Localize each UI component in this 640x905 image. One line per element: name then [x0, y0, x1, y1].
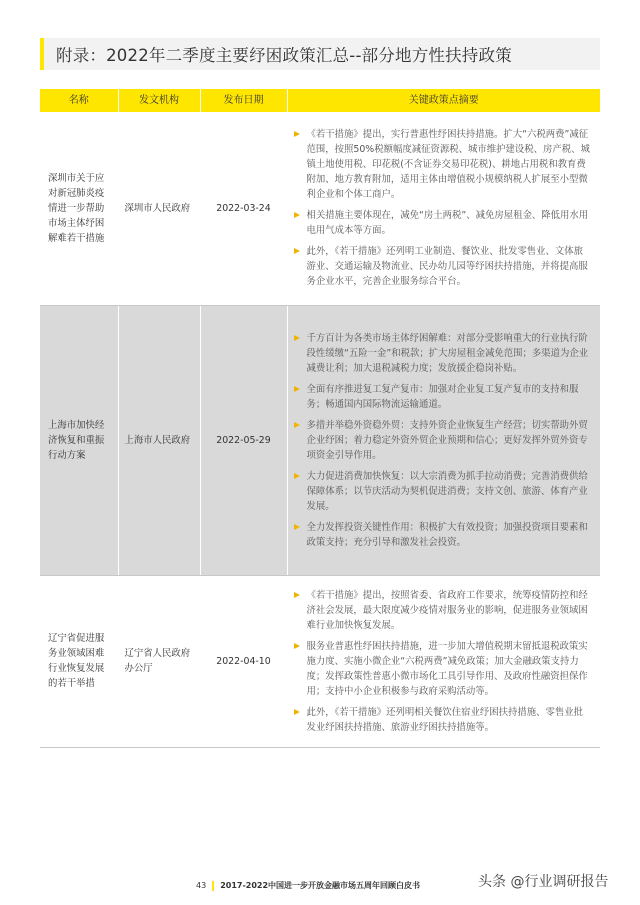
- publish-date: 2022-03-24: [200, 112, 287, 305]
- footer-separator: [212, 881, 214, 891]
- list-item: 此外，《若干措施》还列明工业制造、餐饮业、批发零售业、文体旅游业、交通运输及物流业、民办幼儿园等纾困扶持措施，并将提高服务企业水平，完善企业服务综合平台。: [294, 244, 593, 289]
- page-number: 43: [196, 881, 207, 890]
- list-item: 《若干措施》提出，实行普惠性纾困扶持措施。扩大“六税两费”减征范围，按照50%税额幅度减征资源税、城市维护建设税、房产税、城镇土地使用税、印花税(不含证券交易印花税)、耕地占用税和教育费附加、地方教育附加，适用主体由增值税小规模纳税人扩展至小型微利企业和个体工商户。: [294, 127, 593, 202]
- issuing-org: 深圳市人民政府: [118, 112, 200, 305]
- policy-name: 上海市加快经济恢复和重振行动方案: [40, 305, 118, 575]
- triangle-bullet-icon: [294, 335, 300, 341]
- table-row: [40, 305, 600, 575]
- publish-date: 2022-04-10: [200, 575, 287, 747]
- triangle-bullet-icon: [294, 212, 300, 218]
- triangle-bullet-icon: [294, 248, 300, 254]
- issuing-org: 辽宁省人民政府办公厅: [118, 575, 200, 747]
- list-item: 服务业普惠性纾困扶持措施，进一步加大增值税期末留抵退税政策实施力度、实施小微企业“六税两费”减免政策；加大金融政策支持力度；发挥政策性普惠小微市场化工具引导作用、及政府性融资担保作用；支持中小企业积极参与政府采购活动等。: [294, 639, 593, 699]
- footer-title: 2017-2022中国进一步开放金融市场五周年回顾白皮书: [220, 881, 421, 890]
- header-points: 关键政策点摘要: [287, 89, 600, 112]
- triangle-bullet-icon: [294, 473, 300, 479]
- header-name: 名称: [40, 89, 118, 112]
- publish-date: 2022-05-29: [200, 305, 287, 575]
- page-title-bar: [40, 38, 600, 70]
- policy-points: [287, 575, 600, 747]
- page-footer: [196, 880, 420, 891]
- triangle-bullet-icon: [294, 643, 300, 649]
- list-item: 千方百计为各类市场主体纾困解难：对部分受影响重大的行业执行阶段性缓缴“五险一金”和税款；扩大房屋租金减免范围；多渠道为企业减费让利；加大退税减税力度；发放援企稳岗补贴。: [294, 331, 593, 376]
- policy-points: [287, 112, 600, 305]
- header-date: 发布日期: [200, 89, 287, 112]
- policy-name: 辽宁省促进服务业领域困难行业恢复发展的若干举措: [40, 575, 118, 747]
- issuing-org: 上海市人民政府: [118, 305, 200, 575]
- table-header-row: [40, 89, 600, 112]
- table-row: [40, 575, 600, 747]
- title-accent-bar: [40, 38, 44, 70]
- policy-points: [287, 305, 600, 575]
- header-org: 发文机构: [118, 89, 200, 112]
- triangle-bullet-icon: [294, 386, 300, 392]
- triangle-bullet-icon: [294, 709, 300, 715]
- policy-table: [40, 89, 600, 748]
- list-item: 相关措施主要体现在，减免“房土两税”、减免房屋租金、降低用水用电用气成本等方面。: [294, 208, 593, 238]
- list-item: 此外，《若干措施》还列明相关餐饮住宿业纾困扶持措施、零售业批发业纾困扶持措施、旅游业纾困扶持措施等。: [294, 705, 593, 735]
- list-item: 全面有序推进复工复产复市：加强对企业复工复产复市的支持和服务；畅通国内国际物流运输通道。: [294, 382, 593, 412]
- triangle-bullet-icon: [294, 592, 300, 598]
- list-item: 多措并举稳外资稳外贸：支持外资企业恢复生产经营；切实帮助外贸企业纾困；着力稳定外资外贸企业预期和信心；更好发挥外贸外资专项资金引导作用。: [294, 418, 593, 463]
- list-item: 全力发挥投资关键性作用：积极扩大有效投资；加强投资项目要素和政策支持；充分引导和激发社会投资。: [294, 520, 593, 550]
- triangle-bullet-icon: [294, 524, 300, 530]
- table-row: [40, 112, 600, 305]
- triangle-bullet-icon: [294, 422, 300, 428]
- watermark: 头条 @行业调研报告: [478, 874, 609, 890]
- list-item: 《若干措施》提出，按照省委、省政府工作要求，统筹疫情防控和经济社会发展，最大限度减少疫情对服务业的影响，促进服务业领域困难行业加快恢复发展。: [294, 588, 593, 633]
- page-title: 附录：2022年二季度主要纾困政策汇总--部分地方性扶持政策: [56, 46, 512, 65]
- triangle-bullet-icon: [294, 131, 300, 137]
- list-item: 大力促进消费加快恢复：以大宗消费为抓手拉动消费；完善消费供给保障体系；以节庆活动为契机促进消费；支持文创、旅游、体育产业发展。: [294, 469, 593, 514]
- policy-name: 深圳市关于应对新冠肺炎疫情进一步帮助市场主体纾困解难若干措施: [40, 112, 118, 305]
